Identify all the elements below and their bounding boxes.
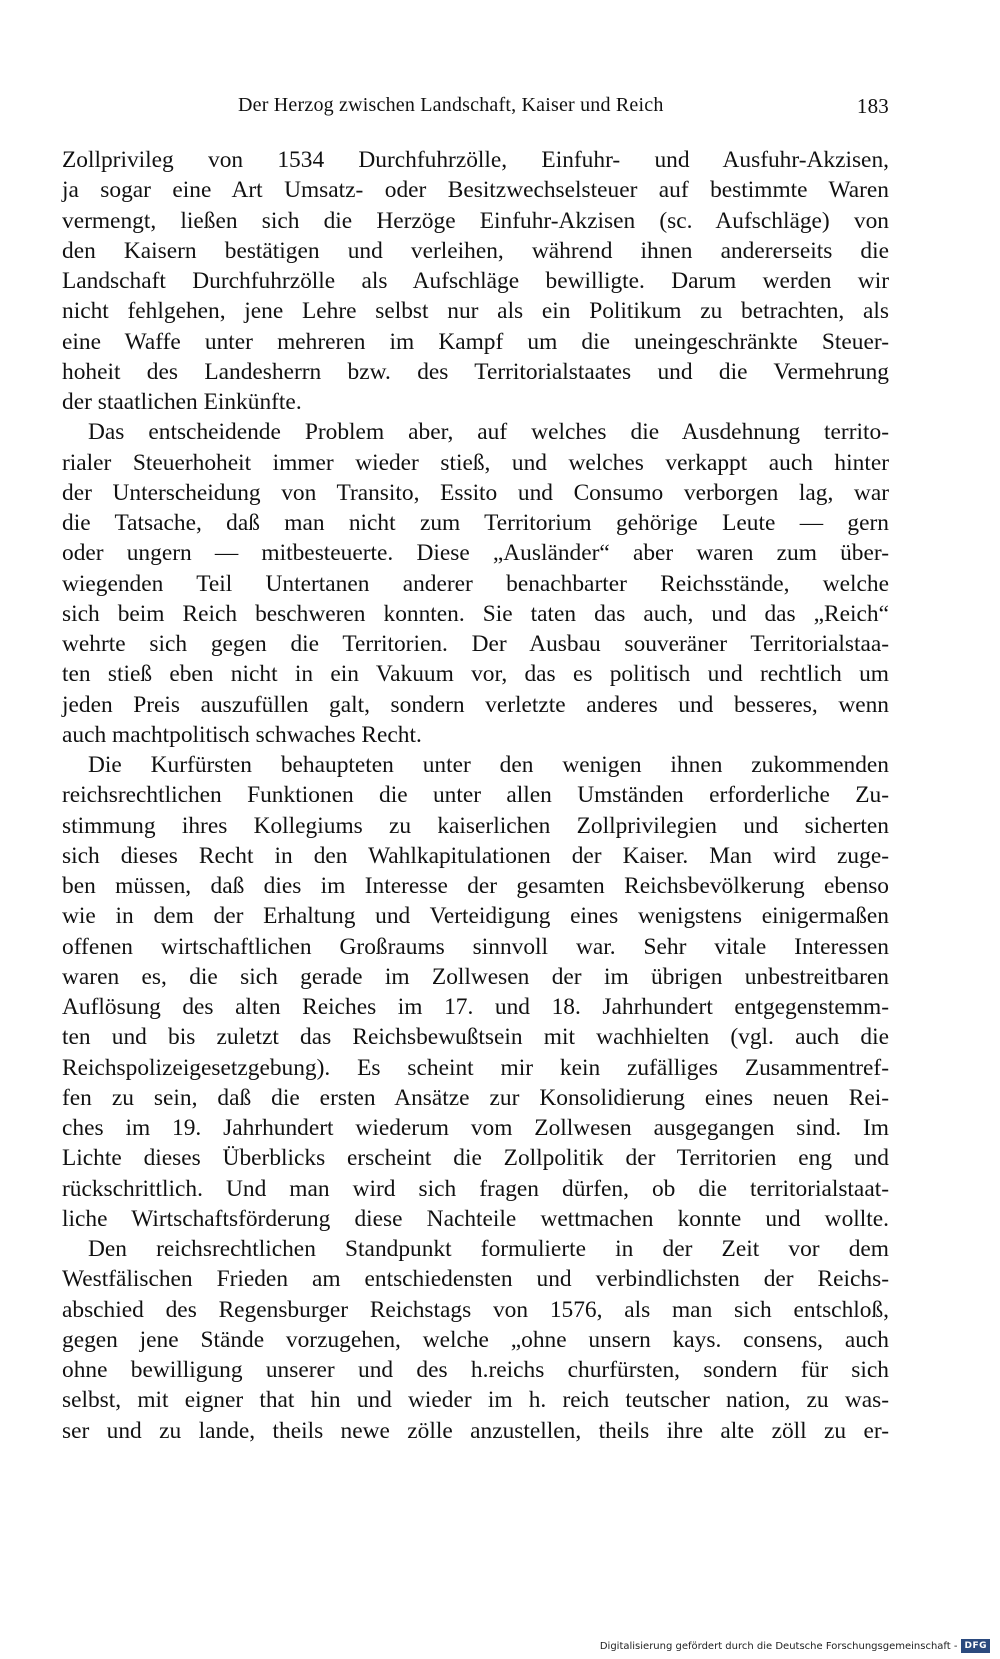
text-line: rückschrittlich. Und man wird sich fragen dürfen, ob die territorialstaat- [62,1175,889,1202]
text-line: Lichte dieses Überblicks erscheint die Zollpolitik der Territorien eng und [62,1145,889,1172]
text-line: gegen jene Stände vorzugehen, welche „ohne unsern kays. consens, auch [62,1326,889,1353]
footer-text: Digitalisierung gefördert durch die Deutsche Forschungsgemeinschaft - [599,1640,958,1652]
text-line: ten stieß eben nicht in ein Vakuum vor, das es politisch und rechtlich um [62,661,889,688]
text-line: den Kaisern bestätigen und verleihen, während ihnen andererseits die [62,237,889,264]
text-line: reichsrechtlichen Funktionen die unter allen Umständen erforderliche Zu- [62,782,889,809]
dfg-logo: DFG [961,1639,990,1653]
digitization-footer [600,1638,990,1654]
paragraph-start-line: Den reichsrechtlichen Standpunkt formulierte in der Zeit vor dem [88,1236,889,1262]
text-line: vermengt, ließen sich die Herzöge Einfuhr-Akzisen (sc. Aufschläge) von [62,207,889,234]
text-line: selbst, mit eigner that hin und wieder im h. reich teutscher nation, zu was- [62,1387,889,1414]
paragraph-start-line: Die Kurfürsten behaupteten unter den wenigen ihnen zukommenden [88,752,889,778]
text-line: rialer Steuerhoheit immer wieder stieß, und welches verkappt auch hinter [62,449,889,476]
text-line: ten und bis zuletzt das Reichsbewußtsein mit wachhielten (vgl. auch die [62,1024,889,1051]
page-number: 183 [856,94,889,118]
text-line: die Tatsache, daß man nicht zum Territorium gehörige Leute — gern [62,510,889,536]
text-line: waren es, die sich gerade im Zollwesen der im übrigen unbestreitbaren [62,963,889,990]
paragraph-start-line: Das entscheidende Problem aber, auf welches die Ausdehnung territo- [88,419,889,446]
paragraph-end-line: der staatlichen Einkünfte. [62,389,302,415]
paragraph-end-line: auch machtpolitisch schwaches Recht. [62,721,422,748]
text-line: Auflösung des alten Reiches im 17. und 18. Jahrhundert entgegenstemm- [62,994,889,1020]
text-line: jeden Preis auszufüllen galt, sondern verletzte anderes und besseres, wenn [62,691,889,718]
text-line: ser und zu lande, theils newe zölle anzustellen, theils ihre alte zöll zu er- [62,1417,889,1444]
text-line: hoheit des Landesherrn bzw. des Territorialstaates und die Vermehrung [62,358,889,385]
text-line: ja sogar eine Art Umsatz- oder Besitzwechselsteuer auf bestimmte Waren [62,177,889,204]
text-line: Reichspolizeigesetzgebung). Es scheint mir kein zufälliges Zusammentref- [62,1054,889,1081]
text-line: wie in dem der Erhaltung und Verteidigung eines wenigstens einigermaßen [62,903,889,930]
text-line: nicht fehlgehen, jene Lehre selbst nur als ein Politikum zu betrachten, als [62,298,889,325]
text-line: wehrte sich gegen die Territorien. Der Ausbau souveräner Territorialstaa- [62,631,889,657]
text-line: fen zu sein, daß die ersten Ansätze zur Konsolidierung eines neuen Rei- [62,1084,889,1111]
text-line: der Unterscheidung von Transito, Essito und Consumo verborgen lag, war [62,479,889,506]
paragraph-end-line: liche Wirtschaftsförderung diese Nachteile wettmachen konnte und wollte. [62,1205,889,1232]
text-line: oder ungern — mitbesteuerte. Diese „Ausländer“ aber waren zum über- [62,540,889,567]
text-line: Westfälischen Frieden am entschiedensten und verbindlichsten der Reichs- [62,1266,889,1293]
text-line: sich beim Reich beschweren konnten. Sie taten das auch, und das „Reich“ [62,600,889,627]
body-text [62,145,889,1446]
running-head-title: Der Herzog zwischen Landschaft, Kaiser und Reich [238,94,664,116]
text-line: abschied des Regensburger Reichstags von 1576, als man sich entschloß, [62,1296,889,1323]
text-line: Zollprivileg von 1534 Durchfuhrzölle, Einfuhr- und Ausfuhr-Akzisen, [62,147,889,173]
text-line: ches im 19. Jahrhundert wiederum vom Zollwesen ausgegangen sind. Im [62,1115,889,1141]
running-head [62,94,889,124]
text-line: Landschaft Durchfuhrzölle als Aufschläge bewilligte. Darum werden wir [62,268,889,294]
text-line: ohne bewilligung unserer und des h.reichs churfürsten, sondern für sich [62,1357,889,1383]
text-line: eine Waffe unter mehreren im Kampf um die uneingeschränkte Steuer- [62,328,889,355]
text-line: offenen wirtschaftlichen Großraums sinnvoll war. Sehr vitale Interessen [62,933,889,960]
text-line: ben müssen, daß dies im Interesse der gesamten Reichsbevölkerung ebenso [62,873,889,899]
text-line: sich dieses Recht in den Wahlkapitulationen der Kaiser. Man wird zuge- [62,842,889,869]
text-line: stimmung ihres Kollegiums zu kaiserlichen Zollprivilegien und sicherten [62,812,889,839]
text-line: wiegenden Teil Untertanen anderer benachbarter Reichsstände, welche [62,570,889,597]
